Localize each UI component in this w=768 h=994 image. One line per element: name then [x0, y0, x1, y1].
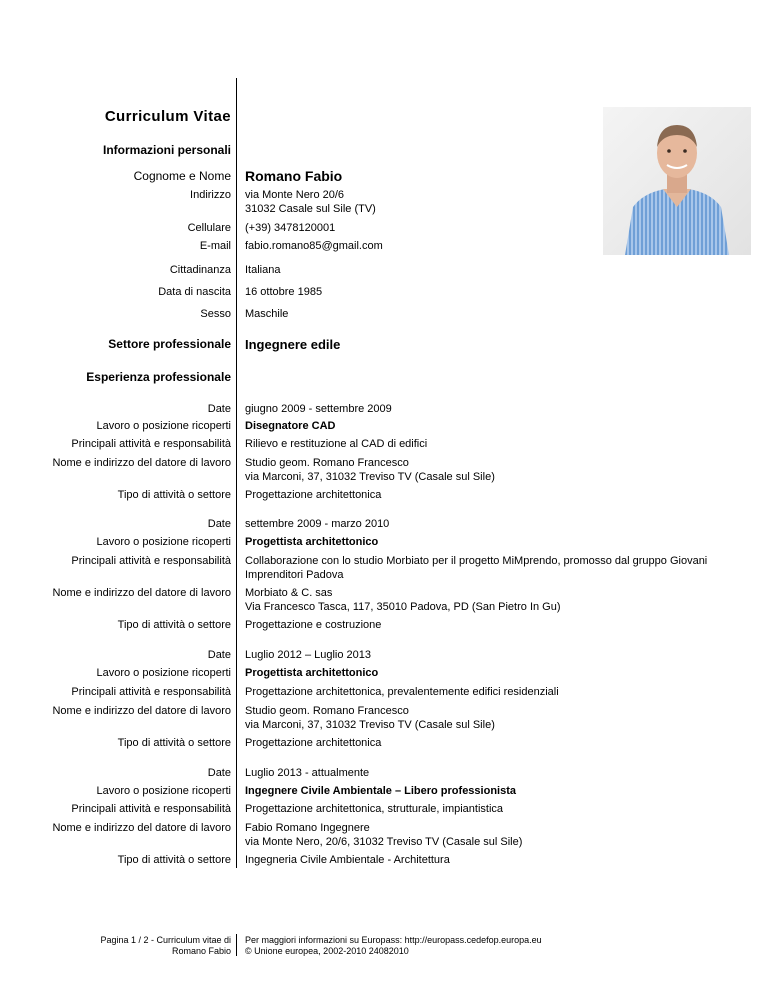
footer-europass-info: Per maggiori informazioni su Europass: http://europass.cedefop.europa.eu — [245, 935, 542, 945]
label-activities: Principali attività e responsabilità — [71, 686, 231, 698]
experience-activities-line-2: Imprenditori Padova — [245, 569, 344, 581]
label-citizenship: Cittadinanza — [169, 264, 231, 276]
address-line-1: via Monte Nero 20/6 — [245, 189, 345, 201]
employer-line-2: via Marconi, 37, 31032 Treviso TV (Casale sul Sile) — [245, 471, 495, 483]
email-address: fabio.romano85@gmail.com — [245, 240, 383, 252]
divider-line — [236, 78, 237, 868]
citizenship: Italiana — [245, 264, 281, 276]
label-date: Date — [207, 518, 231, 530]
label-date: Date — [207, 403, 231, 415]
footer-page-info-line-2: Romano Fabio — [171, 946, 231, 956]
section-personal-info: Informazioni personali — [102, 143, 231, 157]
footer-copyright: © Unione europea, 2002-2010 24082010 — [245, 946, 409, 956]
section-experience: Esperienza professionale — [86, 370, 231, 384]
experience-type: Progettazione architettonica — [245, 737, 382, 749]
experience-date: giugno 2009 - settembre 2009 — [245, 403, 392, 415]
label-employer: Nome e indirizzo del datore di lavoro — [52, 587, 231, 599]
experience-type: Ingegneria Civile Ambientale - Architettura — [245, 854, 450, 866]
experience-activities: Rilievo e restituzione al CAD di edifici — [245, 438, 428, 450]
experience-activities: Progettazione architettonica, strutturale, impiantistica — [245, 803, 504, 815]
sector-value: Ingegnere edile — [245, 337, 341, 352]
label-employer: Nome e indirizzo del datore di lavoro — [52, 705, 231, 717]
label-type: Tipo di attività o settore — [117, 737, 231, 749]
employer-line-2: Via Francesco Tasca, 117, 35010 Padova, PD (San Pietro In Gu) — [245, 601, 561, 613]
label-type: Tipo di attività o settore — [117, 489, 231, 501]
label-position: Lavoro o posizione ricoperti — [96, 785, 231, 797]
document-title: Curriculum Vitae — [104, 108, 231, 125]
employer-line-1: Studio geom. Romano Francesco — [245, 705, 409, 717]
label-activities: Principali attività e responsabilità — [71, 803, 231, 815]
label-activities: Principali attività e responsabilità — [71, 555, 231, 567]
label-position: Lavoro o posizione ricoperti — [96, 667, 231, 679]
label-sex: Sesso — [200, 308, 231, 320]
address-line-2: 31032 Casale sul Sile (TV) — [245, 203, 376, 215]
footer-page-info-line-1: Pagina 1 / 2 - Curriculum vitae di — [100, 935, 231, 945]
label-name: Cognome e Nome — [133, 169, 231, 183]
employer-line-1: Morbiato & C. sas — [245, 587, 333, 599]
full-name: Romano Fabio — [245, 168, 343, 184]
employer-line-2: via Monte Nero, 20/6, 31032 Treviso TV (Casale sul Sile) — [245, 836, 523, 848]
label-birth-date: Data di nascita — [158, 286, 231, 298]
label-address: Indirizzo — [190, 189, 231, 201]
experience-position: Progettista architettonico — [245, 536, 379, 548]
employer-line-2: via Marconi, 37, 31032 Treviso TV (Casale sul Sile) — [245, 719, 495, 731]
label-position: Lavoro o posizione ricoperti — [96, 536, 231, 548]
label-date: Date — [207, 767, 231, 779]
label-employer: Nome e indirizzo del datore di lavoro — [52, 457, 231, 469]
experience-position: Progettista architettonico — [245, 667, 379, 679]
label-activities: Principali attività e responsabilità — [71, 438, 231, 450]
experience-activities: Progettazione architettonica, prevalentemente edifici residenziali — [245, 686, 559, 698]
label-type: Tipo di attività o settore — [117, 854, 231, 866]
employer-line-1: Studio geom. Romano Francesco — [245, 457, 409, 469]
experience-date: settembre 2009 - marzo 2010 — [245, 518, 390, 530]
employer-line-1: Fabio Romano Ingegnere — [245, 822, 370, 834]
mobile-number: (+39) 3478120001 — [245, 222, 336, 234]
label-employer: Nome e indirizzo del datore di lavoro — [52, 822, 231, 834]
birth-date: 16 ottobre 1985 — [245, 286, 323, 298]
experience-position: Disegnatore CAD — [245, 420, 336, 432]
experience-type: Progettazione e costruzione — [245, 619, 382, 631]
experience-date: Luglio 2012 – Luglio 2013 — [245, 649, 372, 661]
experience-date: Luglio 2013 - attualmente — [245, 767, 370, 779]
label-email: E-mail — [199, 240, 231, 252]
label-date: Date — [207, 649, 231, 661]
label-mobile: Cellulare — [187, 222, 231, 234]
experience-position: Ingegnere Civile Ambientale – Libero professionista — [245, 785, 516, 797]
experience-activities-line-1: Collaborazione con lo studio Morbiato per il progetto MiMprendo, promosso dal gruppo Giovani — [245, 555, 708, 567]
label-position: Lavoro o posizione ricoperti — [96, 420, 231, 432]
sex: Maschile — [245, 308, 289, 320]
label-type: Tipo di attività o settore — [117, 619, 231, 631]
section-sector: Settore professionale — [108, 337, 231, 351]
footer-divider-line — [236, 934, 237, 956]
experience-type: Progettazione architettonica — [245, 489, 382, 501]
